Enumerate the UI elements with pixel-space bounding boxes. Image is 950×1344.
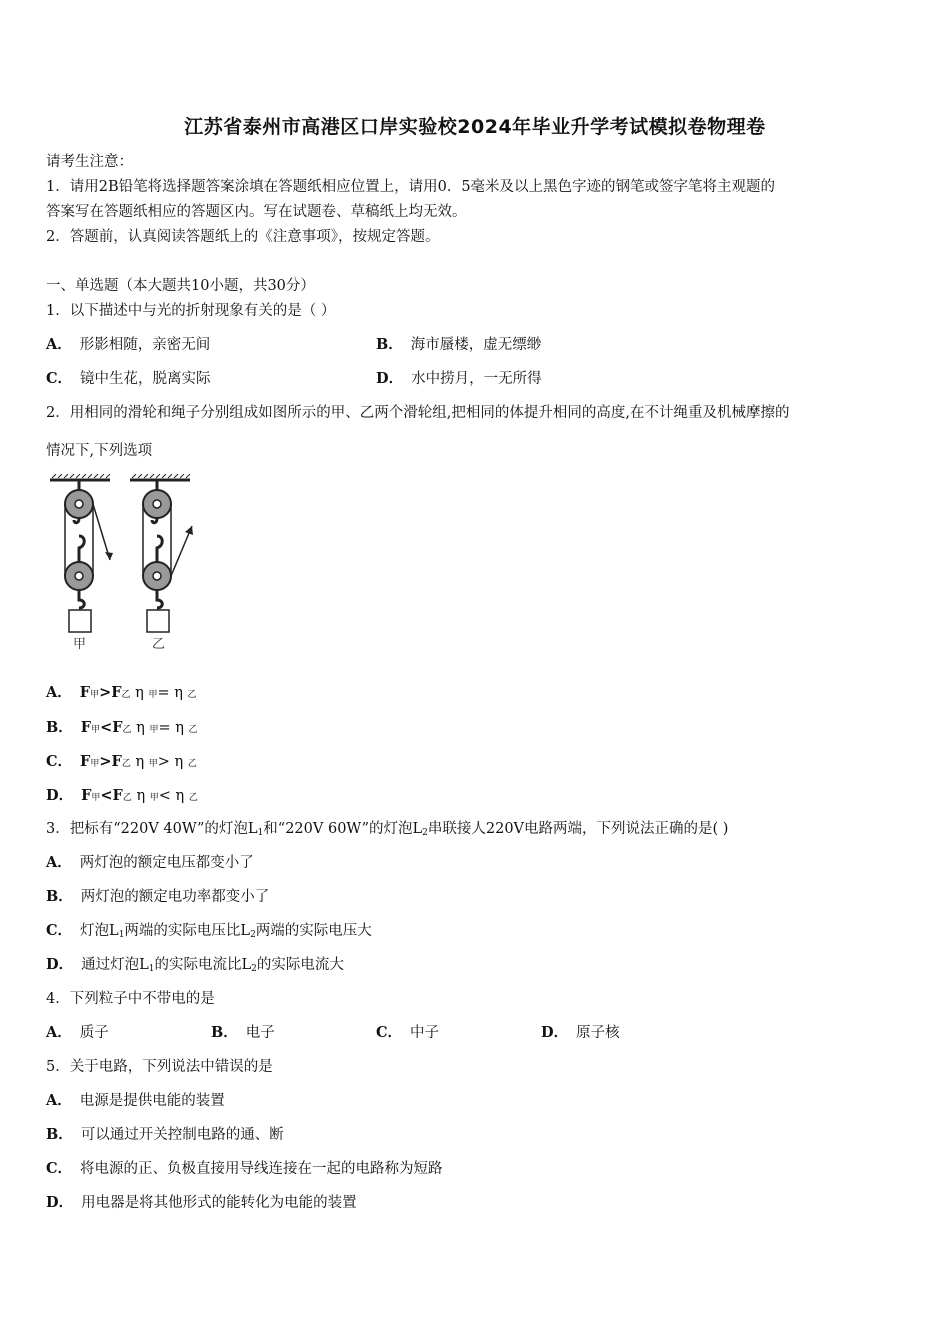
q3-option-b	[46, 887, 269, 907]
q1-stem: 1．以下描述中与光的折射现象有关的是（ ）	[46, 303, 336, 319]
subscript: 2	[422, 828, 428, 838]
q5-option-d	[46, 1193, 357, 1213]
subscript: 甲	[90, 690, 100, 700]
hook	[157, 536, 162, 562]
relation: = η	[157, 685, 183, 701]
ceiling-hatch	[132, 474, 190, 478]
q3-option-d-part-3: 的实际电流大	[256, 957, 344, 973]
q3-option-d	[46, 955, 344, 979]
q1-option-c-text: 镜中生花，脱离实际	[80, 371, 211, 387]
subscript: 乙	[188, 725, 198, 735]
relation: > η	[157, 754, 184, 770]
option-letter: B．	[211, 1024, 238, 1041]
q4-option-a	[46, 1023, 109, 1043]
pulley-system-yi	[130, 474, 193, 652]
q5-option-a-text: 电源是提供电能的装置	[79, 1093, 225, 1109]
q4-option-c	[376, 1023, 439, 1043]
figure-label-yi: 乙	[152, 637, 166, 652]
option-letter: A．	[46, 1092, 72, 1109]
q3-stem	[46, 819, 728, 843]
relation: <F	[100, 719, 123, 736]
relation: <F	[100, 787, 123, 804]
option-letter: B．	[46, 888, 73, 905]
subscript: 甲	[148, 690, 158, 700]
subscript: 乙	[188, 793, 198, 803]
q1-option-b	[376, 335, 541, 355]
q2-option-d	[46, 786, 198, 808]
symbol-f: F	[81, 787, 92, 804]
q3-option-d-part-2: 的实际电流比L	[154, 957, 252, 973]
option-letter: A．	[46, 854, 72, 871]
q5-option-b	[46, 1125, 284, 1145]
option-letter: A．	[46, 684, 72, 701]
q2-option-c	[46, 752, 197, 774]
option-letter: D．	[46, 956, 74, 973]
q2-stem-line-2: 情况下,下列选项	[46, 443, 153, 459]
q3-option-c-part-1: 灯泡L	[80, 923, 119, 939]
notice-heading: 请考生注意：	[46, 154, 133, 170]
notice-line-2: 答案写在答题纸相应的答题区内。写在试题卷、草稿纸上均无效。	[46, 204, 467, 220]
q4-option-d-text: 原子核	[576, 1025, 620, 1041]
symbol-f: F	[79, 684, 91, 701]
subscript: 乙	[122, 793, 132, 803]
q5-option-d-text: 用电器是将其他形式的能转化为电能的装置	[81, 1195, 357, 1211]
option-letter: A．	[46, 1024, 72, 1041]
option-letter: A．	[46, 336, 72, 353]
q4-option-c-text: 中子	[410, 1025, 440, 1041]
relation: = η	[158, 720, 184, 736]
option-letter: D．	[541, 1024, 569, 1041]
subscript: 乙	[187, 759, 197, 769]
subscript: 1	[148, 964, 155, 974]
subscript: 乙	[187, 690, 197, 700]
load-block	[69, 610, 91, 632]
subscript: 1	[257, 828, 264, 838]
q1-option-c	[46, 369, 211, 389]
subscript: 甲	[91, 725, 101, 735]
symbol-eta: η	[135, 754, 145, 770]
symbol-f: F	[80, 753, 91, 770]
relation: >F	[99, 684, 122, 701]
subscript: 甲	[149, 725, 159, 735]
relation: < η	[158, 788, 185, 804]
q4-option-d	[541, 1023, 620, 1043]
q3-stem-part-2: 和“220V 60W”的灯泡L	[263, 821, 423, 837]
q3-option-a-text: 两灯泡的额定电压都变小了	[79, 855, 254, 871]
q1-option-a-text: 形影相随，亲密无间	[79, 337, 211, 353]
subscript: 乙	[121, 690, 131, 700]
q4-option-b-text: 电子	[245, 1025, 275, 1041]
option-letter: D．	[376, 370, 404, 387]
option-letter: C．	[46, 753, 73, 770]
q2-option-b	[46, 718, 198, 740]
q5-stem: 5．关于电路，下列说法中错误的是	[46, 1059, 273, 1075]
symbol-eta: η	[136, 788, 146, 804]
option-letter: C．	[46, 1160, 73, 1177]
symbol-eta: η	[135, 685, 144, 701]
q3-option-d-part-1: 通过灯泡L	[81, 957, 149, 973]
ceiling-hatch	[52, 474, 110, 478]
subscript: 乙	[121, 759, 131, 769]
option-letter: B．	[46, 719, 73, 736]
q3-option-c-part-2: 两端的实际电压比L	[124, 923, 251, 939]
option-letter: B．	[46, 1126, 73, 1143]
subscript: 乙	[122, 725, 132, 735]
q1-option-d	[376, 369, 542, 389]
option-letter: C．	[46, 922, 73, 939]
q4-option-a-text: 质子	[79, 1025, 109, 1041]
section-heading: 一、单选题（本大题共10小题，共30分）	[46, 278, 315, 294]
pulley-systems-figure	[46, 474, 206, 658]
option-letter: D．	[46, 1194, 74, 1211]
q5-option-b-text: 可以通过开关控制电路的通、断	[80, 1127, 284, 1143]
option-letter: C．	[376, 1024, 403, 1041]
q3-option-c-part-3: 两端的实际电压大	[255, 923, 372, 939]
q5-option-c	[46, 1159, 443, 1179]
q2-stem-line-1: 2．用相同的滑轮和绳子分别组成如图所示的甲、乙两个滑轮组,把相同的体提升相同的高度,在不计绳重及机械摩擦的	[46, 405, 790, 421]
subscript: 甲	[90, 759, 100, 769]
subscript: 甲	[91, 793, 101, 803]
option-letter: C．	[46, 370, 73, 387]
pulley-system-jia	[50, 474, 113, 652]
page-title: 江苏省泰州市高港区口岸实验校2024年毕业升学考试模拟卷物理卷	[184, 116, 766, 138]
subscript: 甲	[148, 759, 158, 769]
q5-option-a	[46, 1091, 225, 1111]
q1-option-d-text: 水中捞月，一无所得	[411, 371, 542, 387]
q3-option-a	[46, 853, 254, 873]
notice-line-1: 1．请用2B铅笔将选择题答案涂填在答题纸相应位置上，请用0．5毫米及以上黑色字迹的钢笔或签字笔将主观题的	[46, 179, 776, 195]
q5-option-c-text: 将电源的正、负极直接用导线连接在一起的电路称为短路	[80, 1161, 443, 1177]
hook	[79, 536, 84, 562]
q3-stem-part-1: 3．把标有“220V 40W”的灯泡L	[46, 821, 258, 837]
option-letter: D．	[46, 787, 74, 804]
subscript: 2	[251, 964, 257, 974]
symbol-eta: η	[136, 720, 145, 736]
q1-option-b-text: 海市蜃楼，虚无缥缈	[410, 337, 542, 353]
notice-line-3: 2．答题前，认真阅读答题纸上的《注意事项》，按规定答题。	[46, 229, 440, 245]
q3-option-c	[46, 921, 372, 945]
subscript: 1	[118, 930, 125, 940]
subscript: 甲	[149, 793, 159, 803]
symbol-f: F	[80, 719, 92, 736]
q4-stem: 4．下列粒子中不带电的是	[46, 991, 215, 1007]
q3-stem-part-3: 串联接人220V电路两端，下列说法正确的是( )	[427, 821, 729, 837]
load-block	[147, 610, 169, 632]
figure-label-jia: 甲	[73, 637, 87, 652]
q2-option-a	[46, 683, 197, 705]
q3-option-b-text: 两灯泡的额定电功率都变小了	[80, 889, 270, 905]
q1-option-a	[46, 335, 210, 355]
relation: >F	[99, 753, 122, 770]
subscript: 2	[250, 930, 256, 940]
q4-option-b	[211, 1023, 275, 1043]
option-letter: B．	[376, 336, 403, 353]
